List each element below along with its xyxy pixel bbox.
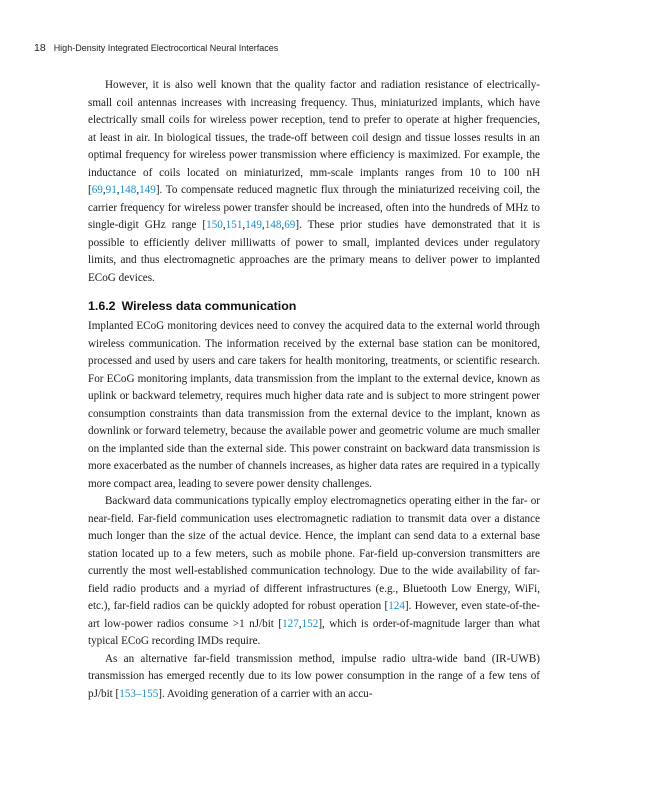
text-run: As an alternative far-field transmission method, impulse radio ultra-wide band (IR-UWB) transmission has emerged recently due to its low power consumption in the range of a few tens of pJ/bit [ <box>88 652 540 700</box>
section-title: Wireless data communication <box>121 299 297 313</box>
citation-link[interactable]: 151 <box>225 219 243 231</box>
citation-separator: , <box>261 219 265 231</box>
paragraph-1 <box>88 77 540 287</box>
citation-link[interactable]: 148 <box>119 184 137 196</box>
citation-link[interactable]: 91 <box>105 184 117 196</box>
citation-separator: , <box>242 219 246 231</box>
paragraph-4 <box>88 651 540 704</box>
citation-separator: , <box>102 184 106 196</box>
body-text <box>88 77 540 703</box>
citation-link[interactable]: 127 <box>282 617 299 630</box>
citation-separator: , <box>116 184 120 196</box>
citation-separator: , <box>222 219 226 231</box>
text-run: Backward data communications typically employ electromagnetics operating either in the far- or near-field. Far-field communication uses electromagnetic radiation to transmit data over a distance much longer than the size of the actual device. Hence, the implant can send data to a external base station located up to a few meters, such as mobile phone. Far-field up-conversion transmitters are currently the most well-established communication technology. Due to the wide availability of far-field radio products and a myriad of different infrastructures (e.g., Bluetooth Low Energy, WiFi, etc.), far-field radios can be quickly adopted for robust operation [ <box>88 495 540 612</box>
text-run: ], which is order-of-magnitude larger than what typical ECoG recording IMDs require. <box>88 617 540 647</box>
running-head <box>34 42 278 54</box>
citation-link[interactable]: 148 <box>264 219 282 231</box>
citation-separator: , <box>136 184 140 196</box>
citation-link[interactable]: 124 <box>388 600 405 612</box>
text-run: ]. Avoiding generation of a carrier with an accu- <box>158 687 373 700</box>
text-run: Implanted ECoG monitoring devices need to convey the acquired data to the external world through wireless communication. The information received by the external base station can be monitored, processed and used by users and care takers for health monitoring, treatments, or scientific research. For ECoG monitoring implants, data transmission from the implant to the external device, known as uplink or backward telemetry, requires much higher data rate and is subject to more stringent power consumption constraints than data transmission from the external device to the implant, known as downlink or forward telemetry, because the available power and geometric volume are much smaller on the implanted side than the external side. This power constraint on backward data transmission is more exacerbated as the number of channels increases, as higher data rates are required in a typically more compact area, leading to severe power density challenges. <box>88 320 540 490</box>
section-heading <box>88 298 540 314</box>
paragraph-2 <box>88 318 540 493</box>
text-run: However, it is also well known that the quality factor and radiation resistance of electrically-small coil antennas increases with increasing frequency. Thus, miniaturized implants, which have electrically small coils for wireless power reception, tend to prefer to operate at higher frequencies, at least in air. In biological tissues, the trade-off between coil design and tissue losses results in an optimal frequency for wireless power transmission where efficiency is maximized. For example, the inductance of coils located on miniaturized, mm-scale implants ranges from 10 to 100 nH [ <box>88 79 540 196</box>
citation-link[interactable]: 149 <box>245 219 262 231</box>
running-title: High-Density Integrated Electrocortical Neural Interfaces <box>53 43 279 53</box>
citation-link[interactable]: 69 <box>284 219 296 231</box>
citation-separator: , <box>298 617 302 630</box>
paragraph-3 <box>88 493 540 651</box>
text-run: ]. However, even state-of-the-art low-power radios consume >1 nJ/bit [ <box>88 600 540 630</box>
citation-link[interactable]: 152 <box>301 617 319 630</box>
page-number: 18 <box>34 42 46 54</box>
text-run: ]. To compensate reduced magnetic flux through the miniaturized receiving coil, the carrier frequency for wireless power transfer should be increased, often into the hundreds of MHz to single-digit GHz range [ <box>88 184 540 231</box>
citation-link[interactable]: 69 <box>91 184 103 196</box>
citation-separator: , <box>281 219 285 231</box>
citation-link[interactable]: 153–155 <box>119 687 159 700</box>
citation-link[interactable]: 149 <box>139 184 156 196</box>
section-number: 1.6.2 <box>88 299 116 313</box>
citation-link[interactable]: 150 <box>206 219 223 231</box>
text-run: ]. These prior studies have demonstrated that it is possible to efficiently deliver milliwatts of power to small, implanted devices under regulatory limits, and thus electromagnetic approaches are the primary means to deliver power to implanted ECoG devices. <box>88 219 540 284</box>
